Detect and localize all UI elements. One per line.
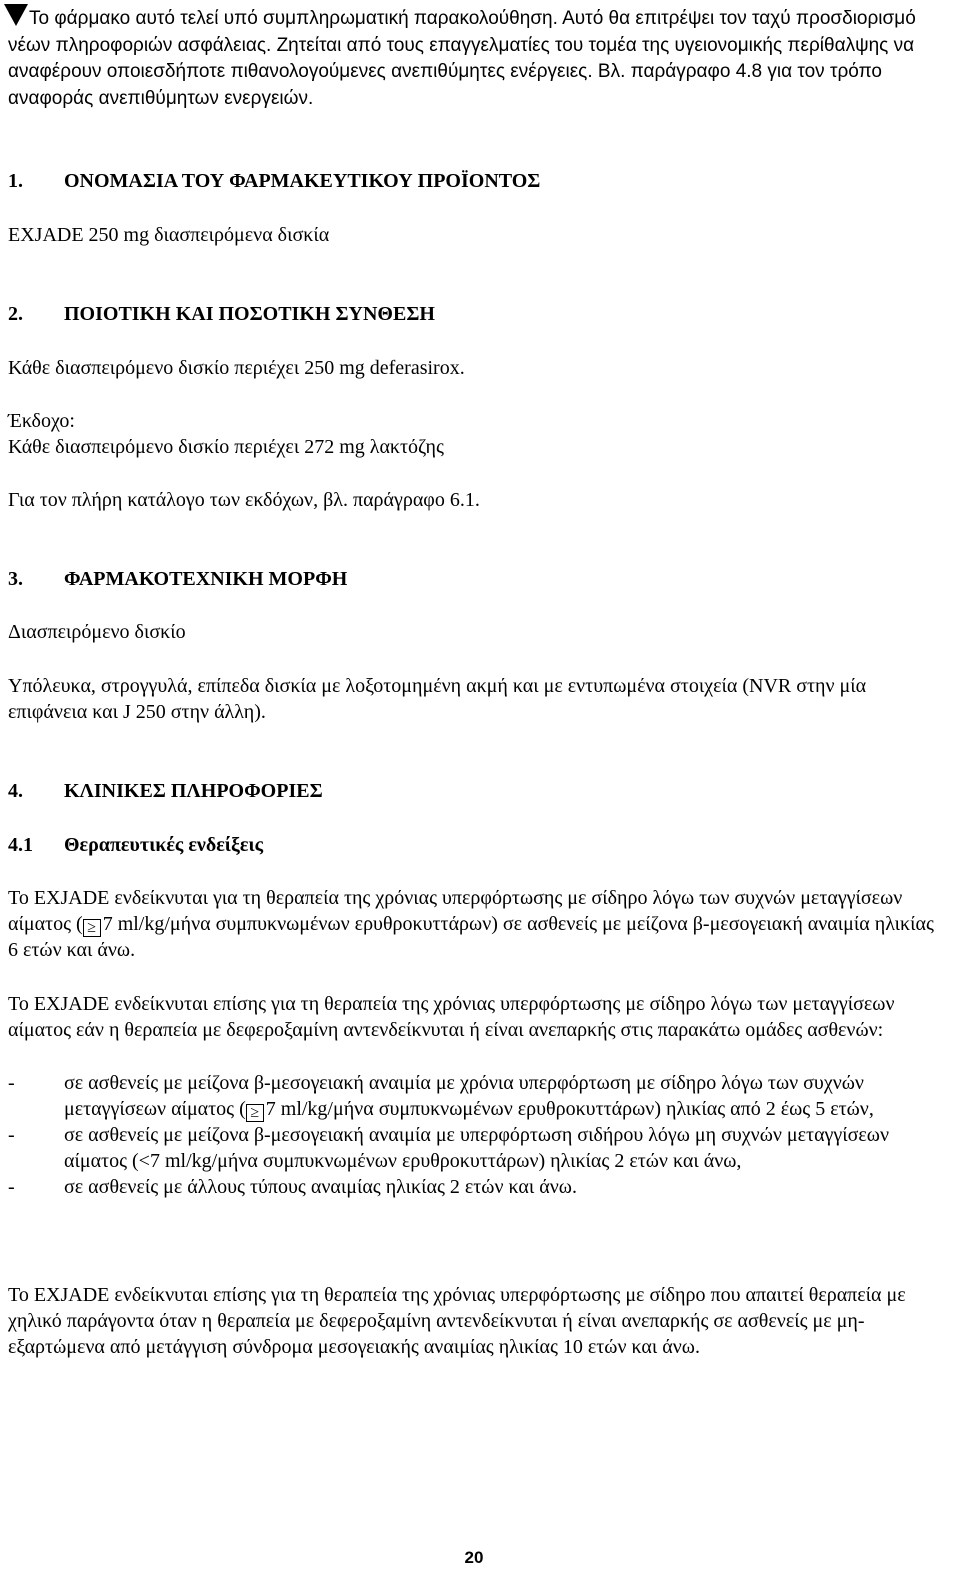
tablet-description: Υπόλευκα, στρογγυλά, επίπεδα δισκία με λοξοτομημένη ακμή και με εντυπωμένα στοιχεία (NVR στην μία επιφάνεια και J 250 στην άλλη).	[8, 675, 867, 723]
section-1-heading: 1. ΟΝΟΜΑΣΙΑ ΤΟΥ ΦΑΡΜΑΚΕΥΤΙΚΟΥ ΠΡΟΪΟΝΤΟΣ	[8, 170, 541, 192]
composition-text: Κάθε διασπειρόμενο δισκίο περιέχει 250 mg deferasirox.	[8, 357, 465, 379]
indication-paragraph-1: Το EXJADE ενδείκνυται για τη θεραπεία της χρόνιας υπερφόρτωσης με σίδηρο λόγω των συχνών μεταγγίσεων αίματος ( ≥ 7 ml/kg/μήνα συμπυκνωμένων ερυθροκυττάρων) σε ασθενείς με μείζονα β-μεσογειακή αναιμία ηλικίας 6 ετών και άνω.	[8, 887, 934, 961]
page-number: 20	[464, 1548, 484, 1567]
excipient-label: Έκδοχο:	[8, 410, 75, 432]
product-name: EXJADE 250 mg διασπειρόμενα δισκία	[8, 224, 330, 246]
section-3-heading: 3. ΦΑΡΜΑΚΟΤΕΧΝΙΚΗ ΜΟΡΦΗ	[8, 568, 348, 590]
list-item: - σε ασθενείς με μείζονα β-μεσογειακή αναιμία με χρόνια υπερφόρτωση με σίδηρο λόγω των συχνών μεταγγίσεων αίματος ( ≥ 7 ml/kg/μήνα συμπυκνωμένων ερυθροκυττάρων) ηλικίας από 2 έως 5 ετών,	[8, 1072, 874, 1121]
excipient-text: Κάθε διασπειρόμενο δισκίο περιέχει 272 mg λακτόζης	[8, 436, 444, 458]
pharmaceutical-form: Διασπειρόμενο δισκίο	[8, 621, 186, 643]
section-4-heading: 4. ΚΛΙΝΙΚΕΣ ΠΛΗΡΟΦΟΡΙΕΣ	[8, 780, 323, 802]
indication-paragraph-2: Το EXJADE ενδείκνυται επίσης για τη θεραπεία της χρόνιας υπερφόρτωσης με σίδηρο λόγω των μεταγγίσεων αίματος εάν η θεραπεία με δεφεροξαμίνη αντενδείκνυται ή είναι ανεπαρκής στις παρακάτω ομάδες ασθενών:	[8, 993, 895, 1041]
excipient-list-reference: Για τον πλήρη κατάλογο των εκδόχων, βλ. παράγραφο 6.1.	[8, 489, 480, 511]
black-triangle-icon	[4, 4, 28, 26]
greater-equal-symbol: ≥	[83, 919, 101, 937]
section-2-heading: 2. ΠΟΙΟΤΙΚΗ ΚΑΙ ΠΟΣΟΤΙΚΗ ΣΥΝΘΕΣΗ	[8, 303, 435, 325]
section-4-1-heading: 4.1 Θεραπευτικές ενδείξεις	[8, 834, 264, 856]
list-item: - σε ασθενείς με άλλους τύπους αναιμίας ηλικίας 2 ετών και άνω.	[8, 1176, 577, 1198]
list-item: - σε ασθενείς με μείζονα β-μεσογειακή αναιμία με υπερφόρτωση σιδήρου λόγω μη συχνών μεταγγίσεων αίματος (<7 ml/kg/μήνα συμπυκνωμένων ερυθροκυττάρων) ηλικίας 2 ετών και άνω,	[8, 1124, 889, 1172]
patient-group-list	[8, 1070, 944, 1200]
greater-equal-symbol: ≥	[246, 1104, 264, 1122]
additional-monitoring-notice: Το φάρμακο αυτό τελεί υπό συμπληρωματική παρακολούθηση. Αυτό θα επιτρέψει τον ταχύ προσδιορισμό νέων πληροφοριών ασφάλειας. Ζητείται από τους επαγγελματίες του τομέα της υγειονομικής περίθαλψης να αναφέρουν οποιεσδήποτε πιθανολογούμενες ανεπιθύμητες ενέργειες. Βλ. παράγραφο 4.8 για τον τρόπο αναφοράς ανεπιθύμητων ενεργειών.	[8, 4, 936, 112]
indication-paragraph-3: Το EXJADE ενδείκνυται επίσης για τη θεραπεία της χρόνιας υπερφόρτωσης με σίδηρο που απαιτεί θεραπεία με χηλικό παράγοντα όταν η θεραπεία με δεφεροξαμίνη αντενδείκνυται ή είναι ανεπαρκής σε ασθενείς με μη-εξαρτώμενα από μετάγγιση σύνδρομα μεσογειακής αναιμίας ηλικίας 10 ετών και άνω.	[8, 1284, 906, 1358]
